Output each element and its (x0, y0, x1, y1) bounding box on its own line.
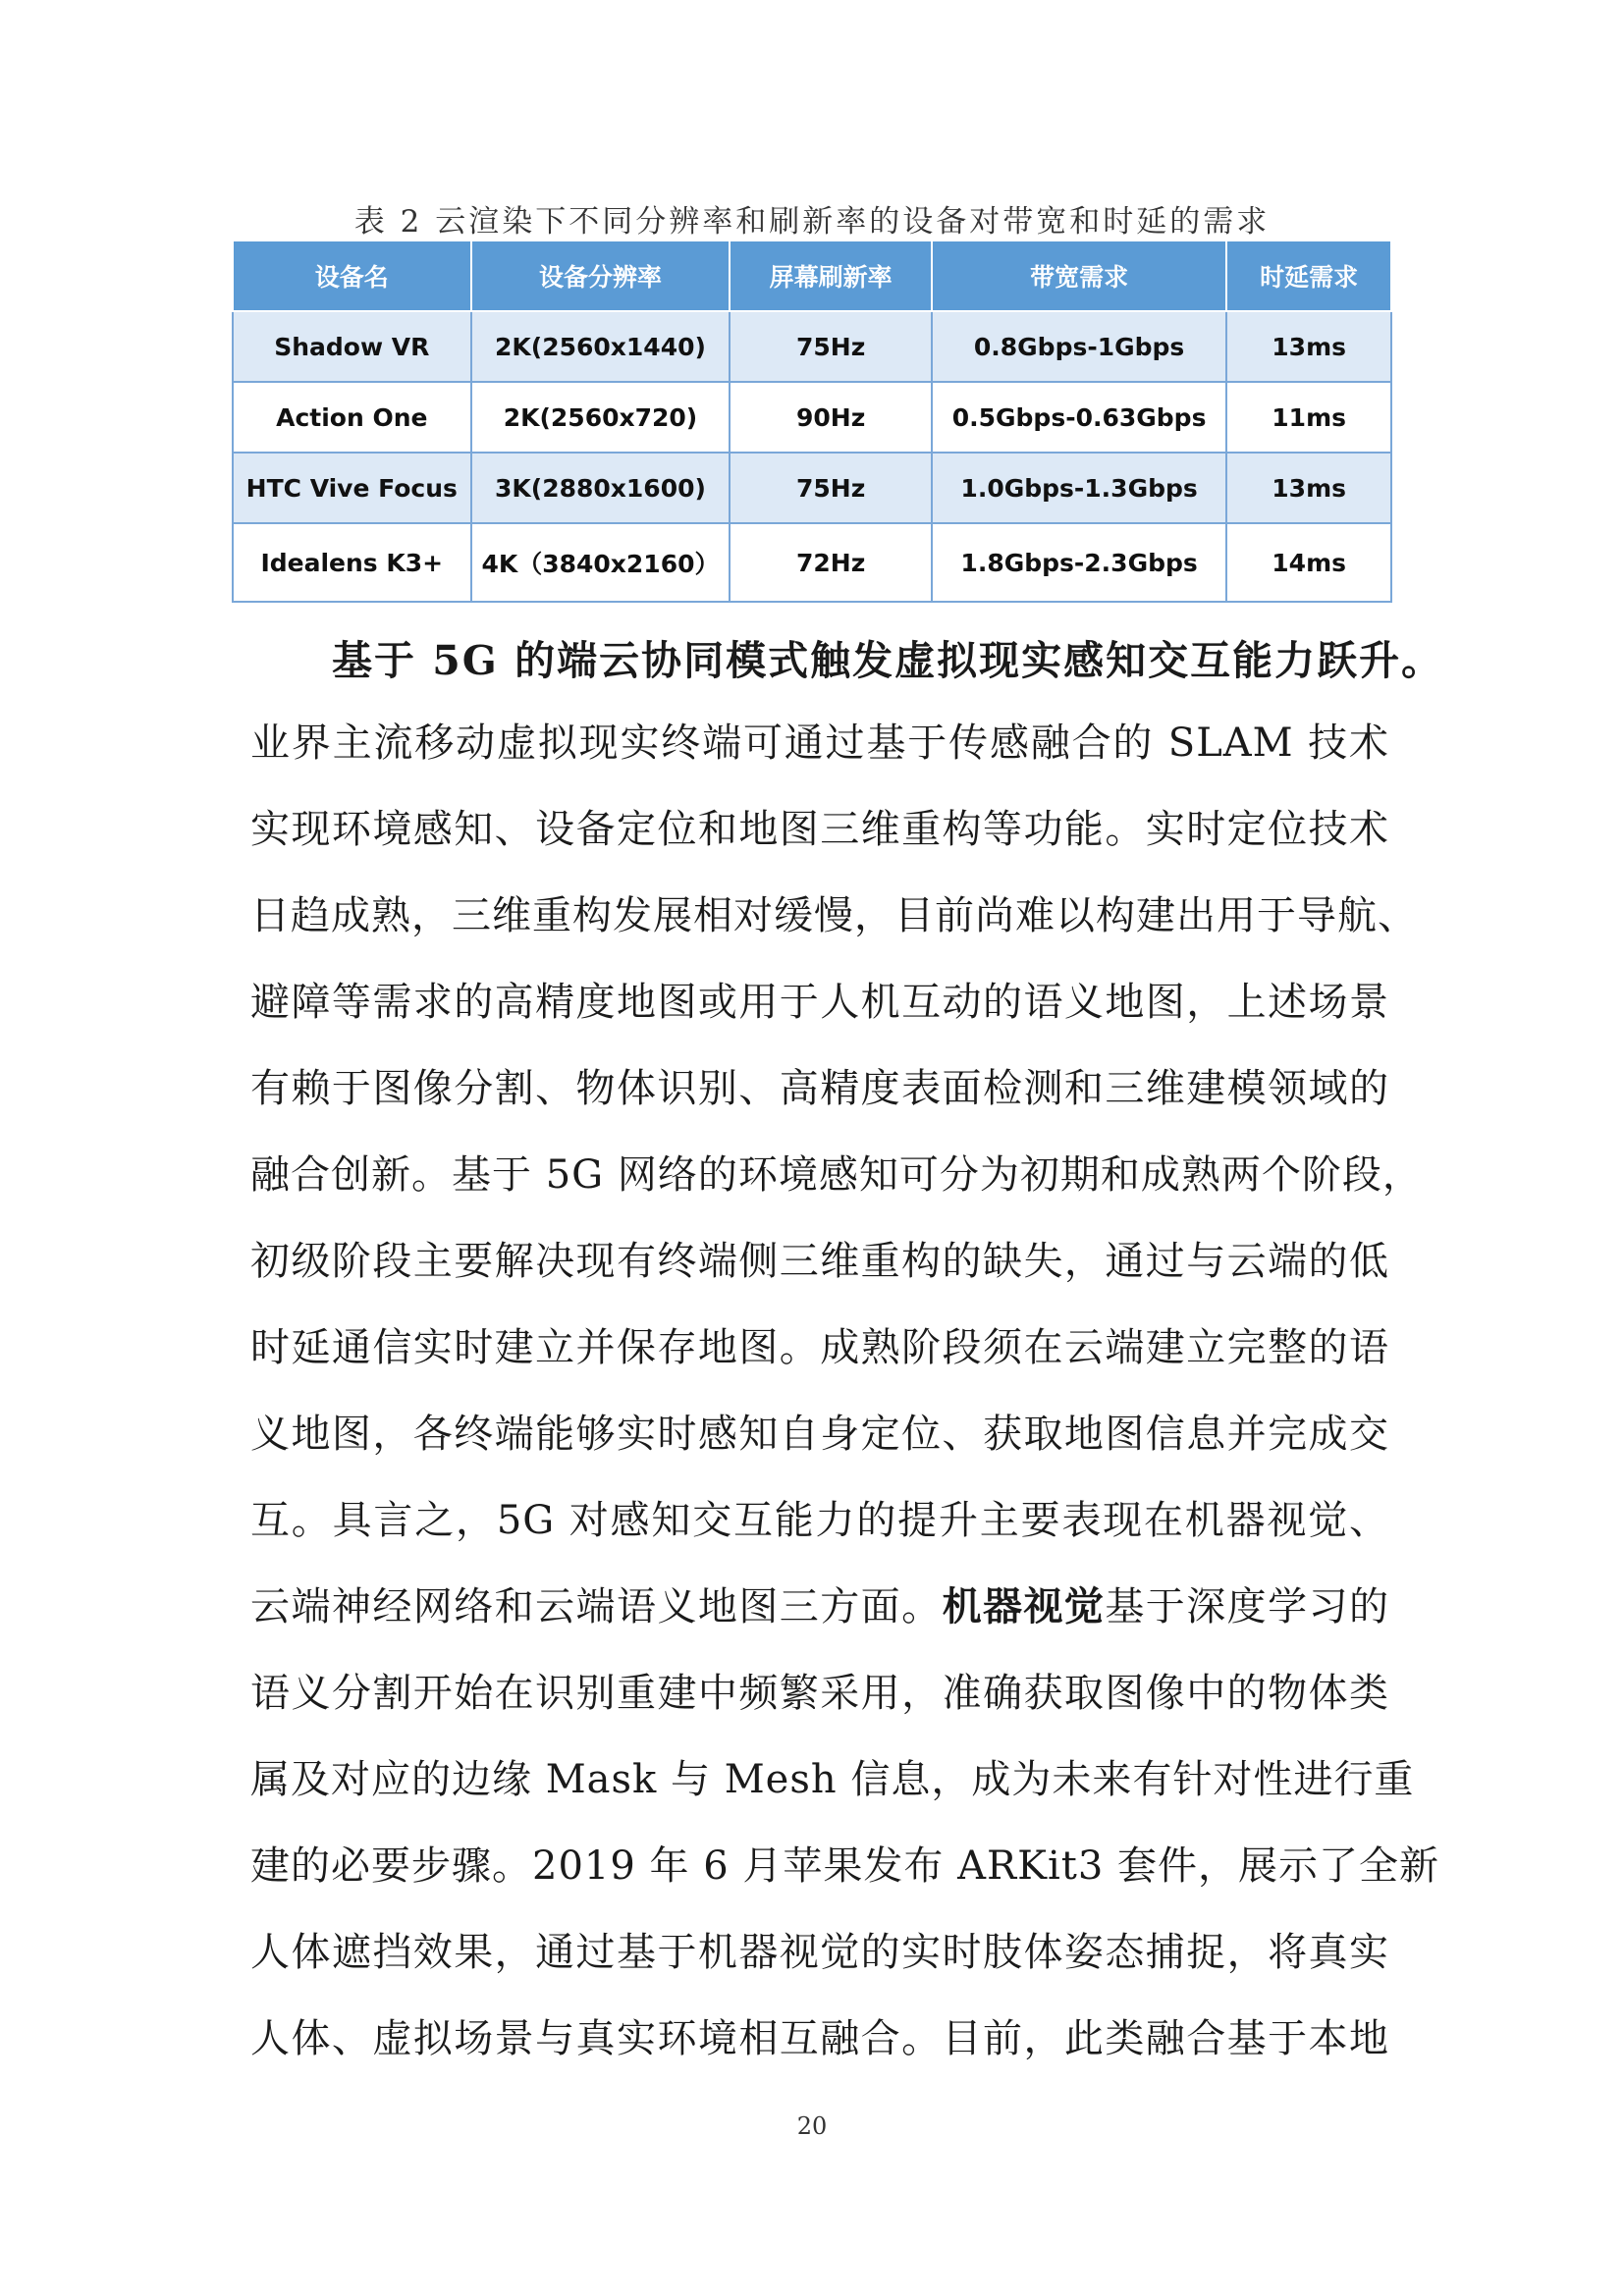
cell-bandwidth: 1.0Gbps-1.3Gbps (932, 453, 1226, 523)
cell-device-name: HTC Vive Focus (233, 453, 471, 523)
cell-resolution: 4K（3840x2160） (471, 523, 731, 602)
cell-device-name: Shadow VR (233, 311, 471, 382)
table-row (233, 523, 1391, 602)
body-text-line: 融合创新。基于 5G 网络的环境感知可分为初期和成熟两个阶段， (250, 1152, 1423, 1198)
body-text-line: 有赖于图像分割、物体识别、高精度表面检测和三维建模领域的 (250, 1066, 1389, 1111)
header-device-name: 设备名 (233, 240, 471, 311)
body-text-line: 人体、虚拟场景与真实环境相互融合。目前，此类融合基于本地 (250, 2016, 1389, 2061)
header-resolution: 设备分辨率 (471, 240, 731, 311)
table-caption: 表 2 云渲染下不同分辨率和刷新率的设备对带宽和时延的需求 (353, 204, 1271, 240)
body-text-line: 语义分割开始在识别重建中频繁采用，准确获取图像中的物体类 (250, 1671, 1389, 1716)
body-text-line: 业界主流移动虚拟现实终端可通过基于传感融合的 SLAM 技术 (250, 721, 1389, 766)
header-latency: 时延需求 (1226, 240, 1391, 311)
bold-term-machine-vision: 机器视觉 (942, 1583, 1106, 1629)
header-refresh-rate: 屏幕刷新率 (730, 240, 932, 311)
cell-device-name: Idealens K3+ (233, 523, 471, 602)
cell-bandwidth: 0.5Gbps-0.63Gbps (932, 382, 1226, 453)
page-number: 20 (796, 2112, 828, 2140)
cell-refresh-rate: 90Hz (730, 382, 932, 453)
table-row (233, 382, 1391, 453)
header-bandwidth: 带宽需求 (932, 240, 1226, 311)
line-text-pre: 云端神经网络和云端语义地图三方面。 (250, 1584, 943, 1629)
table-row (233, 453, 1391, 523)
cell-latency: 13ms (1226, 453, 1391, 523)
body-text-line: 建的必要步骤。2019 年 6 月苹果发布 ARKit3 套件，展示了全新 (250, 1843, 1440, 1889)
cell-resolution: 2K(2560x1440) (471, 311, 731, 382)
cell-device-name: Action One (233, 382, 471, 453)
body-text-line: 初级阶段主要解决现有终端侧三维重构的缺失，通过与云端的低 (250, 1239, 1389, 1284)
line-text-post: 基于深度学习的 (1105, 1584, 1390, 1629)
body-text-line: 日趋成熟，三维重构发展相对缓慢，目前尚难以构建出用于导航、 (250, 893, 1418, 938)
body-text-line: 互。具言之，5G 对感知交互能力的提升主要表现在机器视觉、 (250, 1498, 1389, 1543)
cell-latency: 13ms (1226, 311, 1391, 382)
body-text-line: 实现环境感知、设备定位和地图三维重构等功能。实时定位技术 (250, 807, 1389, 852)
cell-resolution: 3K(2880x1600) (471, 453, 731, 523)
body-text-line: 避障等需求的高精度地图或用于人机互动的语义地图，上述场景 (250, 980, 1389, 1025)
cell-refresh-rate: 75Hz (730, 453, 932, 523)
device-requirements-table (232, 240, 1392, 603)
cell-latency: 14ms (1226, 523, 1391, 602)
body-text-line: 义地图，各终端能够实时感知自身定位、获取地图信息并完成交 (250, 1412, 1389, 1457)
body-text-line: 人体遮挡效果，通过基于机器视觉的实时肢体姿态捕捉，将真实 (250, 1930, 1389, 1975)
section-lead-heading: 基于 5G 的端云协同模式触发虚拟现实感知交互能力跃升。 (332, 637, 1444, 684)
body-text-line: 时延通信实时建立并保存地图。成熟阶段须在云端建立完整的语 (250, 1325, 1389, 1370)
body-text-line (250, 1575, 1389, 1631)
cell-bandwidth: 0.8Gbps-1Gbps (932, 311, 1226, 382)
table-header-row (233, 240, 1391, 311)
cell-latency: 11ms (1226, 382, 1391, 453)
cell-resolution: 2K(2560x720) (471, 382, 731, 453)
cell-bandwidth: 1.8Gbps-2.3Gbps (932, 523, 1226, 602)
body-text-line: 属及对应的边缘 Mask 与 Mesh 信息，成为未来有针对性进行重 (250, 1757, 1415, 1802)
cell-refresh-rate: 72Hz (730, 523, 932, 602)
cell-refresh-rate: 75Hz (730, 311, 932, 382)
table-row (233, 311, 1391, 382)
